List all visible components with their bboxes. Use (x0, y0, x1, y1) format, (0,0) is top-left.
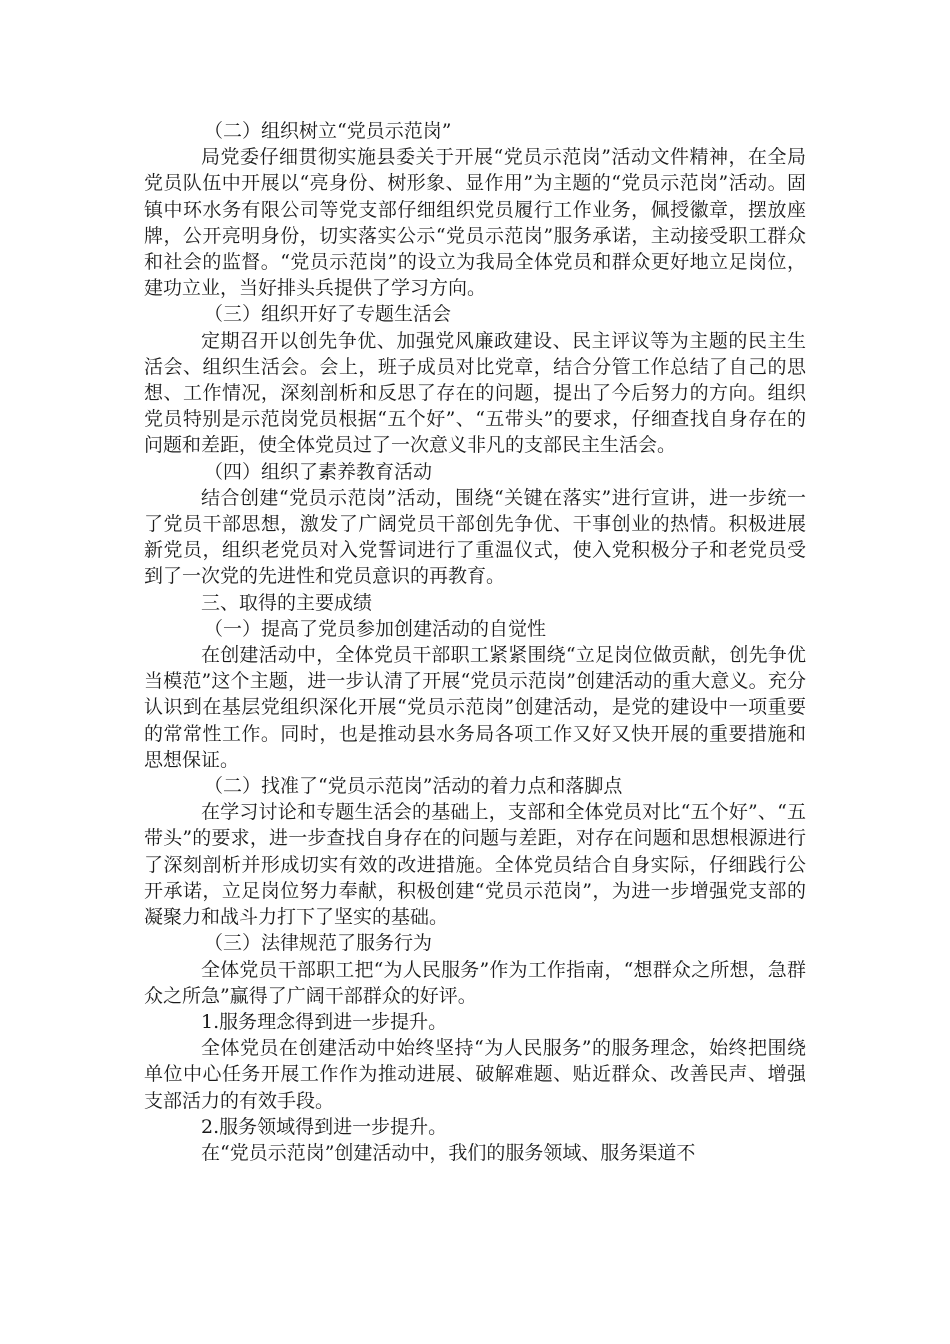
section-heading: （三）组织开好了专题生活会 (204, 303, 452, 326)
section-heading: （二）组织树立“党员示范岗” (204, 120, 452, 142)
body-paragraph: 定期召开以创先争优、加强党风廉政建设、民主评议等为主题的民主生活会、组织生活会。会上，班子成员对比党章，结合分管工作总结了自己的思想、工作情况，深刻剖析和反思了存在的问题，提出了今后努力的方向。组织党员特别是示范岗党员根据“五个好”、“五带头”的要求，仔细查找自身存在的问题和差距，使全体党员过了一次意义非凡的支部民主生活会。 (144, 329, 806, 457)
document-page (144, 118, 806, 1166)
body-paragraph: 局党委仔细贯彻实施县委关于开展“党员示范岗”活动文件精神，在全局党员队伍中开展以“亮身份、树形象、显作用”为主题的“党员示范岗”活动。固镇中环水务有限公司等党支部仔细组织党员履行工作业务，佩授徽章，摆放座牌，公开亮明身份，切实落实公示“党员示范岗”服务承诺，主动接受职工群众和社会的监督。“党员示范岗”的设立为我局全体党员和群众更好地立足岗位，建功立业，当好排头兵提供了学习方向。 (144, 146, 806, 300)
section-heading: （三）法律规范了服务行为 (204, 932, 433, 955)
body-paragraph: 在“党员示范岗”创建活动中，我们的服务领域、服务渠道不 (201, 1141, 696, 1164)
numbered-point: 1.服务理念得到进一步提升。 (201, 1010, 448, 1033)
section-heading: （二）找准了“党员示范岗”活动的着力点和落脚点 (204, 775, 623, 798)
body-paragraph: 全体党员干部职工把“为人民服务”作为工作指南，“想群众之所想，急群众之所急”赢得了广阔干部群众的好评。 (144, 958, 806, 1007)
chapter-heading: 三、取得的主要成绩 (201, 591, 373, 614)
section-heading: （四）组织了素养教育活动 (204, 460, 433, 483)
body-paragraph: 结合创建“党员示范岗”活动，围绕“关键在落实”进行宣讲，进一步统一了党员干部思想，激发了广阔党员干部创先争优、干事创业的热情。积极进展新党员，组织老党员对入党誓词进行了重温仪式，使入党积极分子和老党员受到了一次党的先进性和党员意识的再教育。 (144, 486, 806, 588)
numbered-point: 2.服务领域得到进一步提升。 (201, 1115, 448, 1138)
body-paragraph: 在创建活动中，全体党员干部职工紧紧围绕“立足岗位做贡献，创先争优当模范”这个主题，进一步认清了开展“党员示范岗”创建活动的重大意义。充分认识到在基层党组织深化开展“党员示范岗”创建活动，是党的建设中一项重要的常常性工作。同时，也是推动县水务局各项工作又好又快开展的重要措施和思想保证。 (144, 644, 806, 771)
section-heading: （一）提高了党员参加创建活动的自觉性 (204, 617, 547, 640)
body-paragraph: 在学习讨论和专题生活会的基础上，支部和全体党员对比“五个好”、“五带头”的要求，进一步查找自身存在的问题与差距，对存在问题和思想根源进行了深刻剖析并形成切实有效的改进措施。全体党员结合自身实际，仔细践行公开承诺，立足岗位努力奉献，积极创建“党员示范岗”，为进一步增强党支部的凝聚力和战斗力打下了坚实的基础。 (144, 801, 806, 929)
body-paragraph: 全体党员在创建活动中始终坚持“为人民服务”的服务理念，始终把围绕单位中心任务开展工作作为推动进展、破解难题、贴近群众、改善民声、增强支部活力的有效手段。 (144, 1037, 806, 1112)
